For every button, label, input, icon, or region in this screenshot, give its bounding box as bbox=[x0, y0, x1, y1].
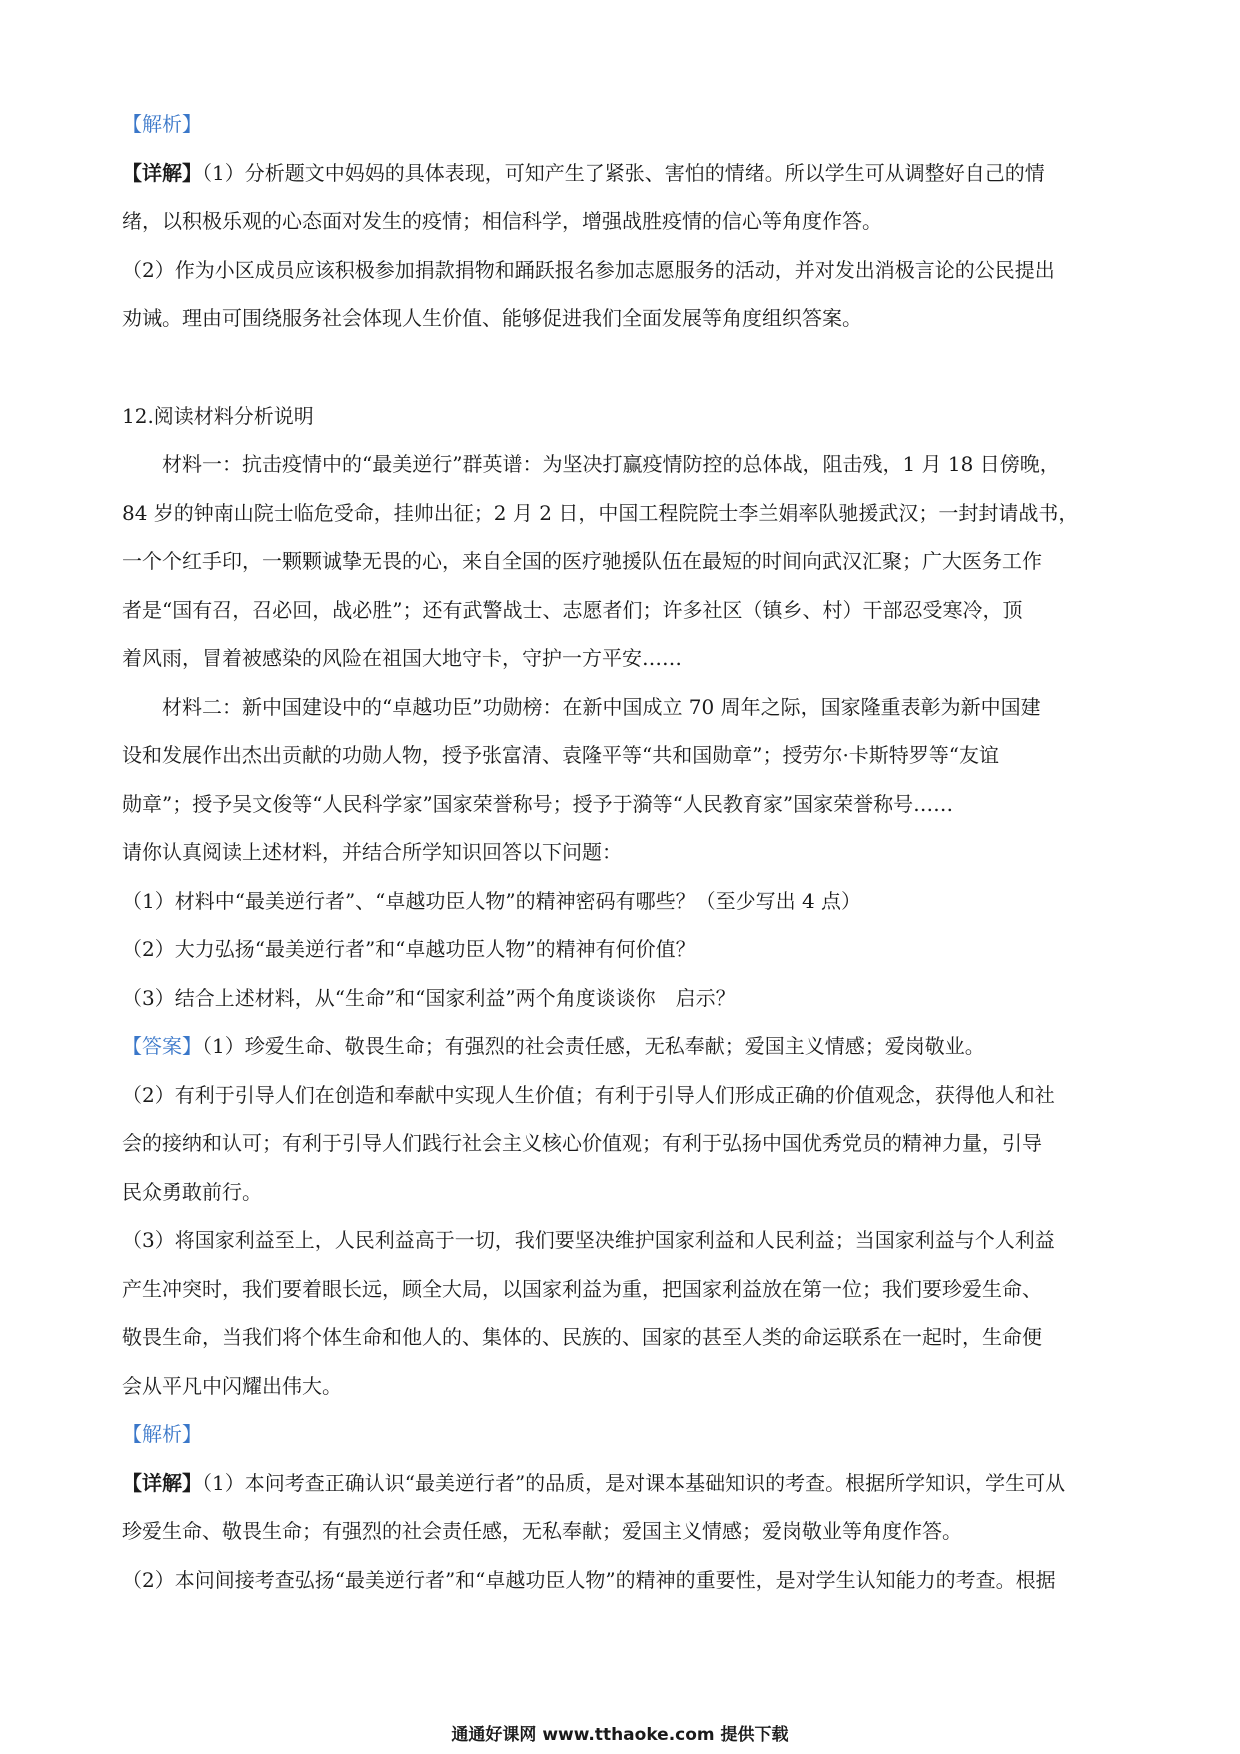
detail-text: （1）分析题文中妈妈的具体表现，可知产生了紧张、害怕的情绪。所以学生可从调整好自己的情 bbox=[202, 160, 1045, 185]
question-prompt: 请你认真阅读上述材料，并结合所学知识回答以下问题： bbox=[122, 840, 622, 864]
answer-text-line: 民众勇敢前行。 bbox=[122, 1179, 262, 1204]
material-one-line: 一个个红手印，一颗颗诚挚无畏的心，来自全国的医疗驰援队伍在最短的时间向武汉汇聚；广大医务工作 bbox=[122, 549, 1042, 573]
detail-text-line: 劝诫。理由可围绕服务社会体现人生价值、能够促进我们全面发展等角度组织答案。 bbox=[122, 306, 862, 330]
page-content bbox=[122, 100, 1132, 1604]
detail-text-line: 珍爱生命、敬畏生命；有强烈的社会责任感，无私奉献；爱国主义情感；爱岗敬业等角度作答。 bbox=[122, 1519, 962, 1543]
answer-label: 【答案】 bbox=[122, 1034, 202, 1058]
detail-text-line: （2）本问间接考查弘扬“最美逆行者”和“卓越功臣人物”的精神的重要性，是对学生认知能力的考查。根据 bbox=[122, 1567, 1056, 1592]
material-one-line: 材料一：抗击疫情中的“最美逆行”群英谱：为坚决打赢疫情防控的总体战，阻击残，1 月 18 日傍晚， bbox=[162, 452, 1060, 476]
detail-text: （1）本问考查正确认识“最美逆行者”的品质，是对课本基础知识的考查。根据所学知识，学生可从 bbox=[202, 1470, 1066, 1495]
analysis-label: 【解析】 bbox=[122, 112, 202, 136]
answer-text-line: 产生冲突时，我们要着眼长远，顾全大局，以国家利益为重，把国家利益放在第一位；我们要珍爱生命、 bbox=[122, 1276, 1042, 1301]
material-two-line: 勋章”；授予吴文俊等“人民科学家”国家荣誉称号；授予于漪等“人民教育家”国家荣誉称号…… bbox=[122, 791, 954, 816]
material-one-line: 着风雨，冒着被感染的风险在祖国大地守卡，守护一方平安…… bbox=[122, 646, 682, 670]
question-title: 12.阅读材料分析说明 bbox=[122, 403, 314, 428]
sub-question-3: （3）结合上述材料，从“生命”和“国家利益”两个角度谈谈你 启示？ bbox=[122, 985, 736, 1010]
material-one-line: 者是“国有召，召必回，战必胜”；还有武警战士、志愿者们；许多社区（镇乡、村）干部忍受寒冷，顶 bbox=[122, 597, 1023, 622]
answer-text-line: （2）有利于引导人们在创造和奉献中实现人生价值；有利于引导人们形成正确的价值观念，获得他人和社 bbox=[122, 1082, 1055, 1107]
answer-text-line: 会的接纳和认可；有利于引导人们践行社会主义核心价值观；有利于弘扬中国优秀党员的精神力量，引导 bbox=[122, 1131, 1042, 1155]
answer-text: （1）珍爱生命、敬畏生命；有强烈的社会责任感，无私奉献；爱国主义情感；爱岗敬业。 bbox=[202, 1034, 985, 1058]
answer-paragraph bbox=[122, 1022, 1132, 1071]
detail-text-line: 绪，以积极乐观的心态面对发生的疫情；相信科学，增强战胜疫情的信心等角度作答。 bbox=[122, 209, 882, 233]
material-two-line: 设和发展作出杰出贡献的功勋人物，授予张富清、袁隆平等“共和国勋章”；授劳尔·卡斯特罗等“友谊 bbox=[122, 743, 1000, 767]
answer-text-line: 会从平凡中闪耀出伟大。 bbox=[122, 1373, 342, 1398]
detail-label: 【详解】 bbox=[122, 160, 202, 185]
section-gap bbox=[122, 343, 1132, 392]
material-two-line: 材料二：新中国建设中的“卓越功臣”功勋榜：在新中国成立 70 周年之际，国家隆重表彰为新中国建 bbox=[162, 694, 1041, 719]
material-one-line: 84 岁的钟南山院士临危受命，挂帅出征；2 月 2 日，中国工程院院士李兰娟率队驰援武汉；一封封请战书， bbox=[122, 500, 1079, 525]
detail-paragraph bbox=[122, 1459, 1132, 1508]
sub-question-2: （2）大力弘扬“最美逆行者”和“卓越功臣人物”的精神有何价值？ bbox=[122, 937, 696, 961]
analysis-label: 【解析】 bbox=[122, 1422, 202, 1446]
answer-text-line: （3）将国家利益至上，人民利益高于一切，我们要坚决维护国家利益和人民利益；当国家利益与个人利益 bbox=[122, 1228, 1055, 1252]
answer-text-line: 敬畏生命，当我们将个体生命和他人的、集体的、民族的、国家的甚至人类的命运联系在一起时，生命便 bbox=[122, 1325, 1042, 1349]
sub-question-1: （1）材料中“最美逆行者”、“卓越功臣人物”的精神密码有哪些？（至少写出 4 点） bbox=[122, 888, 862, 913]
detail-label: 【详解】 bbox=[122, 1470, 202, 1495]
detail-text-line: （2）作为小区成员应该积极参加捐款捐物和踊跃报名参加志愿服务的活动，并对发出消极言论的公民提出 bbox=[122, 257, 1055, 282]
page-footer: 通通好课网 www.tthaoke.com 提供下载 bbox=[451, 1725, 789, 1745]
detail-paragraph bbox=[122, 149, 1132, 198]
